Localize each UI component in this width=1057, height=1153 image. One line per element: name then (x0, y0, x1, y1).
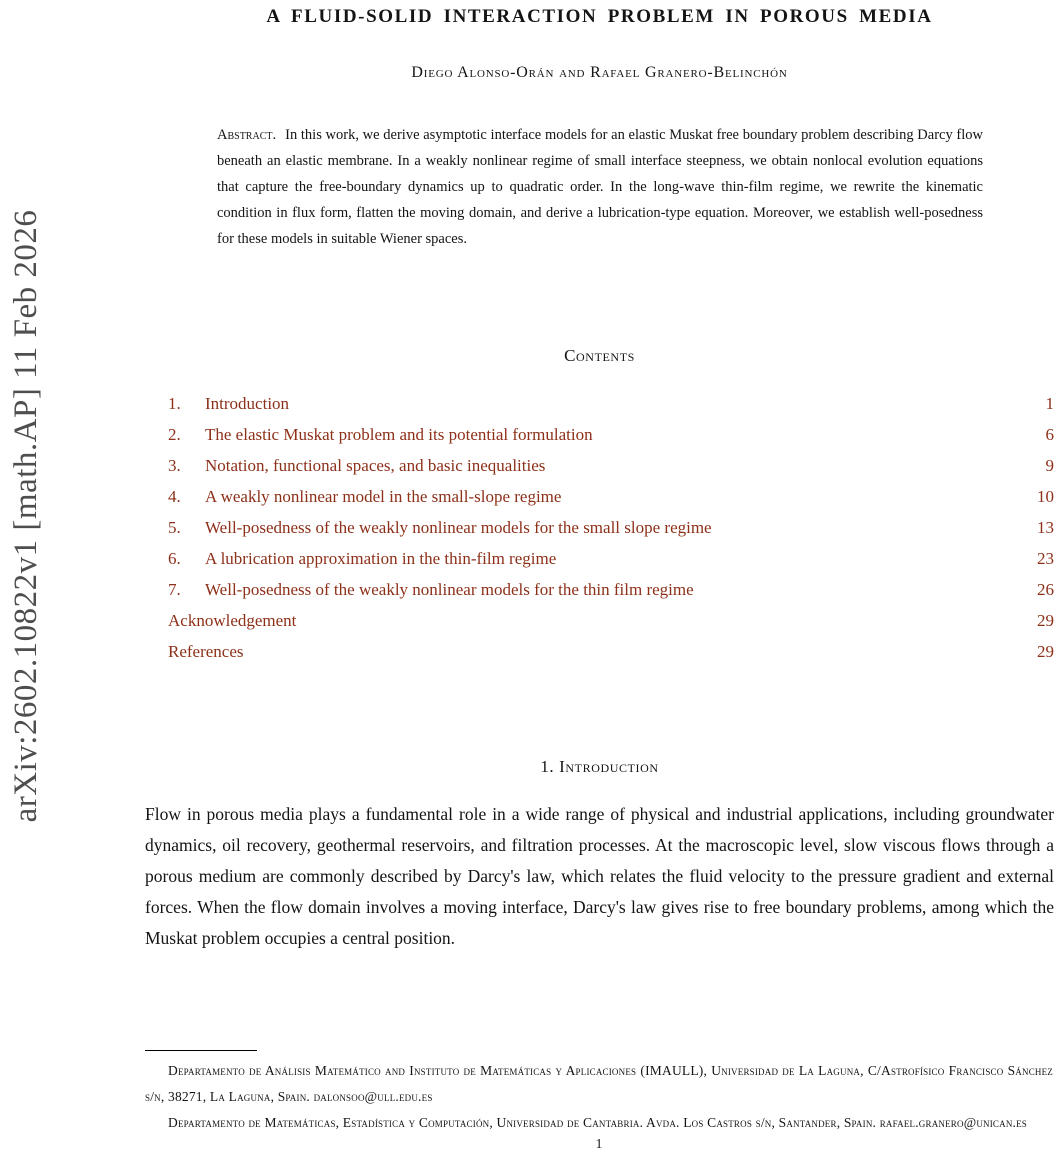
toc-entry-number: 1. (168, 394, 181, 413)
toc-entry-page: 1 (1045, 394, 1054, 413)
paper-title: A FLUID-SOLID INTERACTION PROBLEM IN POROUS MEDIA (266, 6, 933, 27)
footnote-text: Departamento de Matemáticas, Estadística y Computación, Universidad de Cantabria. Avda. Los Castros s/n, Santander, Spain. (168, 1115, 877, 1130)
footnote-affiliation-2 (145, 1110, 1053, 1136)
toc-entry-page: 6 (1045, 425, 1054, 444)
toc-entry-notation[interactable] (145, 450, 1054, 481)
toc-entry-references[interactable] (145, 636, 1054, 667)
toc-entry-number: 4. (168, 487, 181, 506)
intro-paragraph: Flow in porous media plays a fundamental role in a wide range of physical and industrial applications, including groundwater dynamics, oil recovery, geothermal reservoirs, and filtration processes. At the macroscopic level, slow viscous flows through a porous medium are commonly described by Darcy's law, which relates the fluid velocity to the pressure gradient and external forces. When the flow domain involves a moving interface, Darcy's law gives rise to free boundary problems, among which the Muskat problem occupies a central position. (145, 804, 1054, 948)
toc-entry-page: 26 (1037, 580, 1054, 599)
abstract (217, 122, 983, 252)
section-heading-introduction: 1. Introduction (540, 757, 659, 776)
toc-entry-title: Acknowledgement (168, 611, 297, 630)
toc-entry-title: Well-posedness of the weakly nonlinear models for the thin film regime (205, 580, 694, 599)
toc-entry-title: Introduction (205, 394, 290, 413)
toc-entry-page: 29 (1037, 642, 1054, 661)
toc-entry-title: Well-posedness of the weakly nonlinear models for the small slope regime (205, 518, 712, 537)
footnote-text: Departamento de Análisis Matemático and Instituto de Matemáticas y Aplicaciones (IMAULL), Universidad de La Laguna, C/Astrofísico Francisco Sánchez s/n, 38271, La Laguna, Spain. (145, 1063, 1053, 1104)
paper-content-column (145, 0, 1054, 954)
toc-entry-page: 13 (1037, 518, 1054, 537)
footnote-block (145, 1050, 1053, 1136)
email-link-1[interactable]: dalonsoo@ull.edu.es (313, 1089, 433, 1104)
toc-entry-wellposedness-small-slope[interactable] (145, 512, 1054, 543)
toc-entry-page: 10 (1037, 487, 1054, 506)
contents-heading: Contents (564, 346, 635, 365)
toc-entry-page: 9 (1045, 456, 1054, 475)
footnote-affiliation-1 (145, 1058, 1053, 1110)
toc-entry-title: A lubrication approximation in the thin-film regime (205, 549, 557, 568)
paper-authors: Diego Alonso-Orán and Rafael Granero-Belinchón (411, 64, 788, 81)
table-of-contents (145, 388, 1054, 667)
footnote-rule (145, 1050, 257, 1051)
toc-entry-number: 5. (168, 518, 181, 537)
toc-entry-title: A weakly nonlinear model in the small-slope regime (205, 487, 562, 506)
email-link-2[interactable]: rafael.granero@unican.es (879, 1115, 1028, 1130)
toc-entry-title: References (168, 642, 244, 661)
toc-entry-title: Notation, functional spaces, and basic inequalities (205, 456, 546, 475)
page-number: 1 (595, 1136, 603, 1151)
toc-entry-page: 29 (1037, 611, 1054, 630)
toc-entry-number: 3. (168, 456, 181, 475)
abstract-label: Abstract. (217, 127, 277, 143)
toc-entry-acknowledgement[interactable] (145, 605, 1054, 636)
arxiv-watermark-text: arXiv:2602.10822v1 [math.AP] 11 Feb 2026 (8, 209, 44, 823)
toc-entry-elastic-muskat[interactable] (145, 419, 1054, 450)
toc-entry-number: 7. (168, 580, 181, 599)
toc-entry-number: 6. (168, 549, 181, 568)
abstract-text: In this work, we derive asymptotic interface models for an elastic Muskat free boundary problem describing Darcy flow beneath an elastic membrane. In a weakly nonlinear regime of small interface steepness, we obtain nonlocal evolution equations that capture the free-boundary dynamics up to quadratic order. In the long-wave thin-film regime, we rewrite the kinematic condition in flux form, flatten the moving domain, and derive a lubrication-type equation. Moreover, we establish well-posedness for these models in suitable Wiener spaces. (217, 127, 983, 247)
toc-entry-wellposedness-thin-film[interactable] (145, 574, 1054, 605)
toc-entry-page: 23 (1037, 549, 1054, 568)
toc-entry-lubrication-approximation[interactable] (145, 543, 1054, 574)
toc-entry-title: The elastic Muskat problem and its potential formulation (205, 425, 593, 444)
toc-entry-number: 2. (168, 425, 181, 444)
arxiv-watermark (8, 116, 48, 916)
toc-entry-introduction[interactable] (145, 388, 1054, 419)
toc-entry-weakly-nonlinear-model[interactable] (145, 481, 1054, 512)
